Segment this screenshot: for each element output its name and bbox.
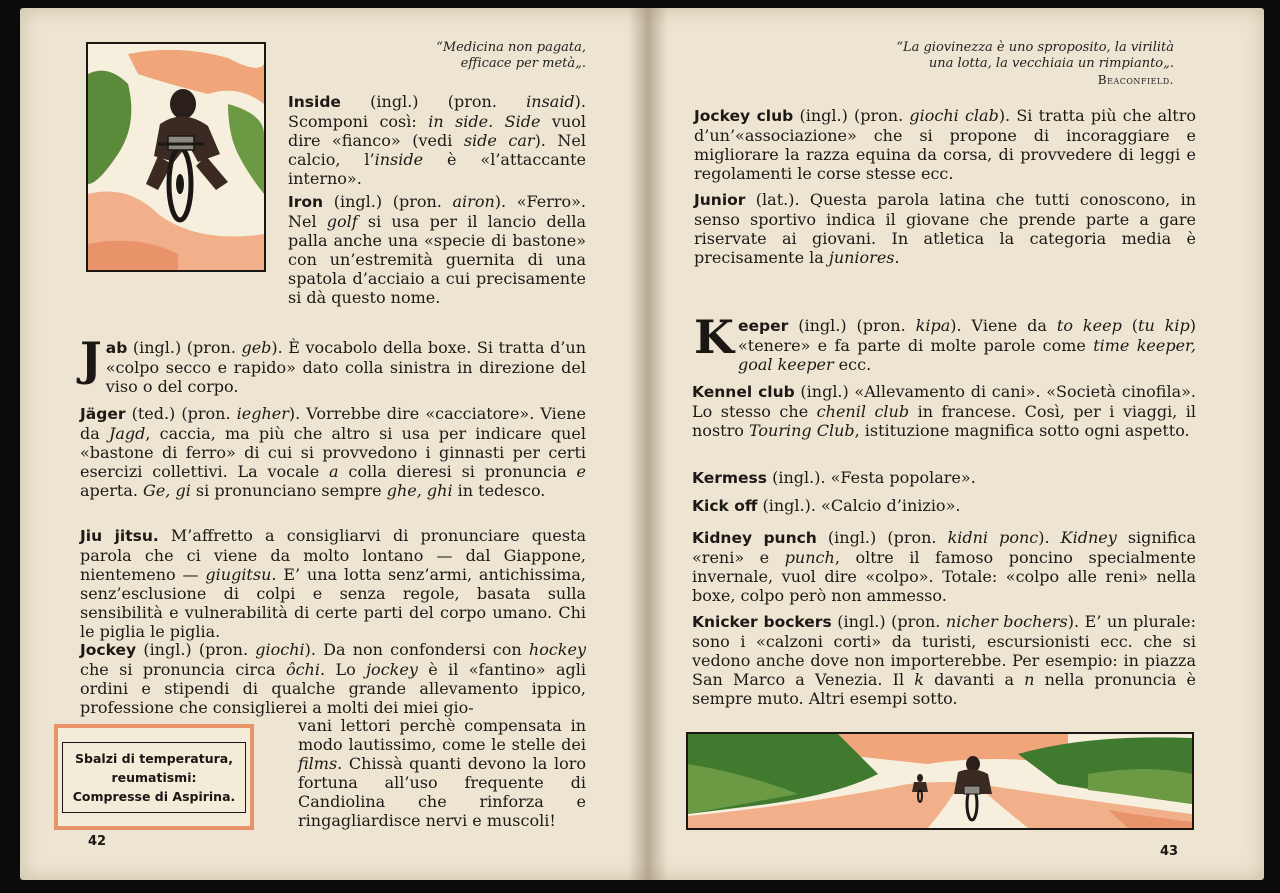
entry-kick-off: [692, 496, 1196, 516]
text: , oltre il famoso poncino specialmente invernale, vuol dire «colpo». Totale: «colpo alle reni» nella boxe, colpo però non ammesso.: [692, 548, 1196, 605]
italic: Jagd: [108, 424, 146, 443]
text: (ingl.) (pron.: [340, 92, 527, 111]
text: (lat.). Questa parola latina che tutti conoscono, in senso sportivo indica il giovane che prende parte a gare riservate ai giovani. In atletica la categoria media è precisamente la: [694, 190, 1196, 267]
text: è «l’attaccante interno».: [288, 150, 587, 188]
text: (ingl.) (pron.: [136, 640, 256, 659]
text: .: [894, 248, 900, 267]
italic: to keep: [1056, 316, 1122, 335]
text: vuol dire «fianco» (vedi: [288, 112, 587, 150]
italic: in side. Side: [428, 112, 541, 131]
entry-jab: [80, 332, 587, 396]
text: ) «tenere» e fa parte di molte parole come: [737, 316, 1197, 355]
text: . Chissà quanti devono la loro fortuna all’uso frequente di Candiolina che rinforza e ringagliardisce nervi e muscoli!: [298, 754, 586, 830]
text: (ingl.) (pron.: [127, 338, 242, 357]
text: (ingl.) (pron.: [816, 528, 948, 547]
italic: kipa: [915, 316, 951, 335]
left-epigraph-line-1: “Medicina non pagata,: [436, 40, 586, 55]
italic: time keeper, goal keeper: [737, 336, 1197, 374]
text: (ingl.) (pron.: [323, 192, 453, 211]
text: (ted.) (pron.: [125, 404, 237, 423]
italic: tu kip: [1138, 316, 1190, 335]
entry-jockey-continued: [298, 716, 586, 830]
text: significa «reni» e: [692, 528, 1197, 567]
right-epigraph-line-2: una lotta, la vecchiaia un rimpianto„.: [928, 56, 1174, 71]
text: ecc.: [833, 355, 872, 374]
road-race-illustration: [686, 732, 1194, 830]
italic: insaid: [526, 92, 575, 111]
text: ). E’ un plurale: sono i «calzoni corti» da turisti, escursionisti ecc. che si vedono anche dove non importerebbe. Per esempio: in piazza San Marco a Venezia. Il: [692, 612, 1196, 689]
italic: films: [298, 754, 338, 773]
text: davanti a: [923, 670, 1025, 689]
ad-line-1: Sbalzi di temperatura,: [75, 750, 233, 766]
term-kidney-punch: Kidney punch: [692, 529, 817, 547]
text: . Lo: [319, 660, 367, 679]
ad-line-2: reumatismi:: [111, 769, 197, 785]
text: in francese. Così, per i viaggi, il nostro: [692, 402, 1197, 440]
text: , caccia, ma più che altro si usa per indicare quel «bastone di ferro» di cui si provvedono i ginnasti per certi esercizi collettivi. La vocale: [80, 424, 587, 481]
italic: n: [1024, 670, 1035, 689]
italic: a: [329, 462, 339, 481]
entry-keeper: [694, 310, 1197, 374]
entry-jockey-club: [694, 106, 1196, 183]
italic: giochi: [255, 640, 305, 659]
italic: chenil club: [816, 402, 910, 421]
term-kennel-club: Kennel club: [692, 383, 795, 401]
italic: airon: [452, 192, 495, 211]
italic: ôchi: [285, 660, 320, 679]
entry-kermess: [692, 468, 1196, 488]
dropcap-k: K: [694, 310, 734, 364]
text: (ingl.) (pron.: [793, 106, 910, 125]
text: . E’ una lotta senz’armi, antichissima, senz’esclusione di colpi e senza regole, basata sulla sensibilità e vulnerabilità di certe parti del corpo umano. Chi le piglia le piglia.: [80, 565, 587, 641]
aspirin-ad-box: [54, 724, 254, 830]
aspirin-ad-inner: [62, 742, 247, 813]
dropcap-j: J: [80, 332, 102, 386]
entry-junior: [694, 190, 1196, 267]
entry-knicker-bockers: [692, 612, 1196, 708]
text: M’affretto a consigliarvi di pronunciare questa parola che ci viene da molto lontano — dal Giappone, nientemeno —: [80, 526, 586, 584]
italic: k: [914, 670, 924, 689]
italic: e: [576, 462, 586, 481]
italic: Ge, gi: [143, 481, 191, 500]
italic: nicher bochers: [945, 612, 1068, 631]
text: (ingl.) «Allevamento di cani». «Società cinofila». Lo stesso che: [692, 382, 1196, 421]
text: ). Vorrebbe dire «cacciatore». Viene da: [80, 404, 586, 443]
text: (ingl.). «Calcio d’inizio».: [757, 496, 961, 515]
text: nella pronuncia è sempre muto. Altri esempi sotto.: [692, 670, 1197, 708]
term-kick-off: Kick off: [692, 497, 758, 515]
entry-kennel-club: [692, 382, 1196, 440]
ad-line-3: Compresse di Aspirina.: [72, 788, 236, 804]
italic: jockey: [366, 660, 418, 679]
road-race-drawing: [688, 734, 1192, 828]
text: che si pronuncia circa: [80, 660, 286, 679]
text: (: [1121, 316, 1139, 335]
text: ). Si tratta più che altro d’un’«associazione» che si propone di incoraggiare e migliorare la razza equina da corsa, di provvedere di leggi e regolamenti le corse stesse ecc.: [694, 106, 1197, 183]
entry-iron: [288, 192, 586, 307]
text: (ingl.) (pron.: [788, 316, 916, 335]
text: ).: [1038, 528, 1061, 547]
motorcyclist-illustration: [86, 42, 266, 272]
text: ). Nel calcio, l’: [288, 131, 586, 169]
term-junior: Junior: [694, 191, 746, 209]
left-epigraph-line-2: efficace per metà„.: [460, 56, 586, 71]
term-jab: ab: [105, 339, 128, 357]
text: (ingl.) (pron.: [831, 612, 946, 631]
italic: ghe, ghi: [386, 481, 453, 500]
text: ). Scomponi così:: [288, 92, 586, 131]
term-inside: Inside: [288, 93, 341, 111]
text: ). «Ferro». Nel: [288, 192, 587, 231]
italic: geb: [241, 338, 272, 357]
term-jiu-jitsu: Jiu jitsu.: [80, 527, 159, 545]
text: , istituzione magnifica sotto ogni aspetto.: [854, 421, 1190, 440]
italic: Touring Club: [748, 421, 855, 440]
italic: golf: [326, 212, 358, 231]
italic: iegher: [236, 404, 289, 423]
italic: juniores: [828, 248, 895, 267]
italic: giugitsu: [205, 565, 272, 584]
italic: Kidney: [1060, 528, 1117, 547]
entry-jockey: [80, 640, 586, 717]
entry-jiu-jitsu: [80, 526, 586, 641]
motorcyclist-drawing: [88, 44, 264, 270]
text: (ingl.). «Festa popolare».: [767, 468, 976, 487]
text: si pronunciano sempre: [190, 481, 387, 500]
term-jockey-club: Jockey club: [694, 107, 794, 125]
text: vani lettori perchè compensata in modo lautissimo, come le stelle dei: [298, 716, 586, 754]
term-jockey: Jockey: [80, 641, 137, 659]
right-epigraph: [850, 40, 1174, 88]
entry-jager: [80, 404, 586, 500]
text: ). È vocabolo della boxe. Si tratta d’un «colpo secco e rapido» dato colla sinistra in direzione del viso o del corpo.: [105, 338, 587, 396]
right-epigraph-line-1: “La giovinezza è uno sproposito, la virilità: [896, 40, 1174, 55]
text: è il «fantino» agli ordini e stipendi di qualche grande allevamento ippico, professione che consiglierei a molti dei miei gio-: [80, 660, 586, 717]
epigraph-author: Beaconfield.: [1097, 73, 1174, 87]
italic: kidni ponc: [947, 528, 1039, 547]
italic: hockey: [528, 640, 586, 659]
page-number-right: 43: [1160, 844, 1179, 859]
left-epigraph: [360, 40, 586, 72]
term-kermess: Kermess: [692, 469, 768, 487]
italic: side car: [463, 131, 535, 150]
text: aperta.: [80, 481, 144, 500]
text: in tedesco.: [452, 481, 546, 500]
italic: giochi clab: [909, 106, 999, 125]
page-number-left: 42: [88, 834, 107, 849]
entry-inside: [288, 92, 586, 188]
term-iron: Iron: [288, 193, 324, 211]
text: si usa per il lancio della palla anche una «specie di bastone» con un’estremità guernita di una spatola d’acciaio a cui precisamente si dà questo nome.: [288, 212, 586, 307]
term-keeper: eeper: [737, 317, 789, 335]
text: ). Da non confondersi con: [304, 640, 529, 659]
text: colla dieresi si pronuncia: [338, 462, 577, 481]
text: ). Viene da: [950, 316, 1057, 335]
entry-kidney-punch: [692, 528, 1196, 605]
term-knicker-bockers: Knicker bockers: [692, 613, 832, 631]
italic: inside: [374, 150, 424, 169]
term-jager: Jäger: [80, 405, 126, 423]
italic: punch: [784, 548, 835, 567]
